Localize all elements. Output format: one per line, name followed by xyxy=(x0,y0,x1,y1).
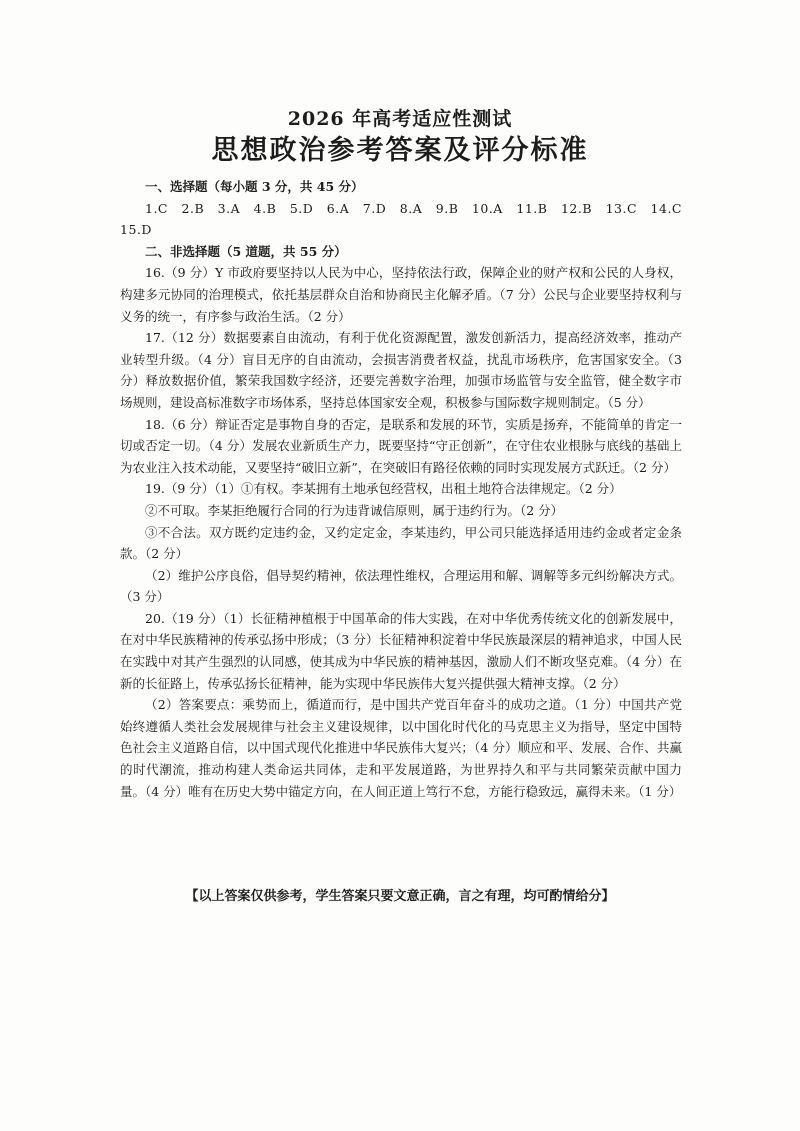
question-19-part1-item3: ③不合法。双方既约定违约金，又约定定金，李某违约，甲公司只能选择适用违约金或者定金条款。（2 分） xyxy=(120,524,682,562)
question-17-answer: 17.（12 分）数据要素自由流动，有利于优化资源配置，激发创新活力，提高经济效率，推动产业转型升级。（4 分）盲目无序的自由流动，会损害消费者权益，扰乱市场秩序，危害国家安全。（3 分）释放数据价值，繁荣我国数字经济，还要完善数字治理，加强市场监管与安全监管，健全数字市场规则，建设高标准数字市场体系，坚持总体国家安全观，积极参与国际数字规则制定。（5 分） xyxy=(120,330,682,410)
question-20-part1: 20.（19 分）（1）长征精神植根于中国革命的伟大实践，在对中华优秀传统文化的创新发展中，在对中华民族精神的传承弘扬中形成；（3 分）长征精神积淀着中华民族最深层的精神追求，中国人民在实践中对其产生强烈的认同感，使其成为中华民族的精神基因，激励人们不断攻坚克难。（4 分）在新的长征路上，传承弘扬长征精神，能为实现中华民族伟大复兴提供强大精神支撑。（2 分） xyxy=(120,610,682,691)
question-18-answer: 18.（6 分）辩证否定是事物自身的否定，是联系和发展的环节，实质是扬弃，不能简单的肯定一切或否定一切。（4 分）发展农业新质生产力，既要坚持“守正创新”，在守住农业根脉与底线的基础上为农业注入技术动能，又要坚持“破旧立新”，在突破旧有路径依赖的同时实现发展方式跃迁。（2 分） xyxy=(120,416,682,475)
section-heading-non-choice: 二、非选择题（5 道题，共 55 分） xyxy=(145,243,347,259)
question-19-part1-item2: ②不可取。李某拒绝履行合同的行为违背诚信原则，属于违约行为。（2 分） xyxy=(145,502,564,518)
question-20-part2: （2）答案要点：乘势而上，循道而行，是中国共产党百年奋斗的成功之道。（1 分）中国共产党始终遵循人类社会发展规律与社会主义建设规律，以中国化时代化的马克思主义为指导，坚定中国特色社会主义道路自信，以中国式现代化推进中华民族伟大复兴；（4 分）顺应和平、发展、合作、共赢的时代潮流，推动构建人类命运共同体，走和平发展道路，为世界持久和平与共同繁荣贡献中国力量。（4 分）唯有在历史大势中锚定方向，在人间正道上笃行不怠，方能行稳致远，赢得未来。（1 分） xyxy=(120,697,682,799)
footer-note: 【以上答案仅供参考，学生答案只要文意正确，言之有理，均可酌情给分】 xyxy=(185,889,615,904)
document-title: 思想政治参考答案及评分标准 xyxy=(211,135,589,166)
multiple-choice-answers: 1.C 2.B 3.A 4.B 5.D 6.A 7.D 8.A 9.B 10.A 11.B 12.B 13.C 14.C 15.D xyxy=(120,200,696,238)
section-heading-multiple-choice: 一、选择题（每小题 3 分，共 45 分） xyxy=(145,179,364,194)
answer-content xyxy=(120,176,696,802)
exam-title: 2026 年高考适应性测试 xyxy=(287,108,513,130)
question-16-answer: 16.（9 分）Y 市政府要坚持以人民为中心，坚持依法行政，保障企业的财产权和公民的人身权，构建多元协同的治理模式，依托基层群众自治和协商民主化解矛盾。（7 分）公民与企业要坚持权利与义务的统一，有序参与政治生活。（2 分） xyxy=(120,265,682,324)
question-19-part1-item1: 19.（9 分）（1）①有权。李某拥有土地承包经营权，出租土地符合法律规定。（2 分） xyxy=(145,481,622,497)
question-19-part2: （2）维护公序良俗，倡导契约精神，依法理性维权，合理运用和解、调解等多元纠纷解决方式。（3 分） xyxy=(120,567,682,605)
